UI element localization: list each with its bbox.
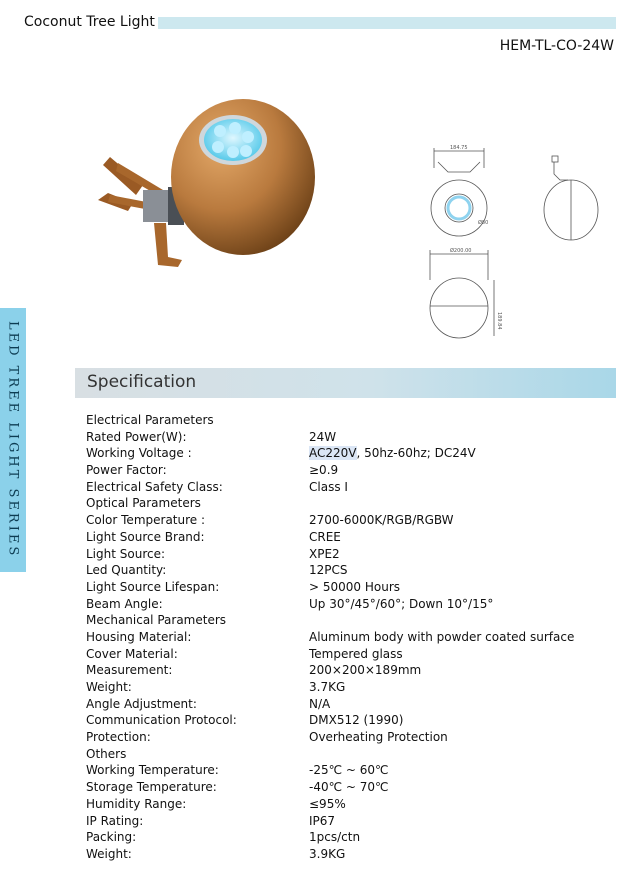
spec-label: Measurement:	[86, 663, 173, 678]
drawing-label-base-width: Ø200.00	[450, 248, 472, 254]
spec-row	[86, 579, 606, 596]
series-side-tab	[0, 308, 26, 572]
spec-value: 200×200×189mm	[309, 663, 422, 678]
spec-value: 12PCS	[309, 563, 348, 578]
spec-label: Mechanical Parameters	[86, 613, 227, 628]
spec-label: Packing:	[86, 830, 137, 845]
spec-value-text: , 50hz-60hz; DC24V	[356, 446, 476, 461]
spec-label: Storage Temperature:	[86, 780, 217, 795]
spec-row	[86, 813, 606, 830]
spec-row	[86, 462, 606, 479]
spec-value: 2700-6000K/RGB/RGBW	[309, 513, 454, 528]
spec-row	[86, 479, 606, 496]
spec-label: Light Source:	[86, 546, 166, 561]
spec-row	[86, 779, 606, 796]
spec-value: N/A	[309, 696, 331, 711]
spec-row	[86, 712, 606, 729]
spec-row	[86, 696, 606, 713]
spec-value: IP67	[309, 813, 336, 828]
drawing-label-diameter: Ø80	[478, 220, 489, 226]
spec-value: Class Ⅰ	[309, 479, 348, 494]
spec-row	[86, 846, 606, 863]
spec-label: Electrical Parameters	[86, 413, 214, 427]
spec-row	[86, 629, 606, 646]
spec-value: ≥0.9	[309, 463, 339, 478]
spec-value: 3.7KG	[309, 680, 346, 694]
spec-label: Color Temperature :	[86, 513, 206, 528]
spec-value: Tempered glass	[309, 646, 403, 661]
spec-row	[86, 646, 606, 663]
spec-value: > 50000 Hours	[309, 579, 401, 594]
spec-row	[86, 546, 606, 563]
spec-row	[86, 679, 606, 696]
spec-label: Electrical Safety Class:	[86, 479, 223, 494]
spec-label: Angle Adjustment:	[86, 696, 197, 711]
spec-row	[86, 662, 606, 679]
series-label: LED TREE LIGHT SERIES	[5, 321, 21, 559]
spec-label: Light Source Lifespan:	[86, 579, 220, 594]
spec-row	[86, 562, 606, 579]
spec-value: DMX512 (1990)	[309, 713, 404, 728]
specification-header	[75, 368, 616, 398]
spec-value-highlight: AC220V	[309, 446, 357, 461]
product-photo	[88, 95, 318, 275]
spec-row	[86, 429, 606, 446]
spec-row	[86, 412, 606, 429]
spec-label: Rated Power(W):	[86, 429, 187, 444]
spec-row	[86, 512, 606, 529]
spec-row	[86, 746, 606, 763]
title-accent-bar	[158, 17, 616, 29]
spec-value: 3.9KG	[309, 846, 346, 861]
spec-label: Working Voltage :	[86, 446, 192, 461]
spec-row	[86, 596, 606, 613]
spec-label: Beam Angle:	[86, 596, 163, 611]
spec-value: Aluminum body with powder coated surface	[309, 629, 575, 644]
spec-value: -40℃ ~ 70℃	[309, 780, 389, 795]
spec-row	[86, 445, 606, 462]
spec-label: Weight:	[86, 680, 132, 694]
spec-row	[86, 529, 606, 546]
spec-row	[86, 495, 606, 512]
spec-value: CREE	[309, 529, 341, 544]
spec-value: -25℃ ~ 60℃	[309, 763, 389, 778]
drawing-label-width: 184.75	[450, 145, 468, 151]
spec-label: Humidity Range:	[86, 796, 187, 811]
page-title: Coconut Tree Light	[24, 14, 155, 30]
spec-label: Led Quantity:	[86, 563, 167, 578]
spec-value	[309, 445, 476, 462]
spec-value: XPE2	[309, 546, 340, 561]
spec-label: Weight:	[86, 846, 132, 861]
spec-label: Communication Protocol:	[86, 713, 237, 728]
spec-label: Light Source Brand:	[86, 529, 205, 544]
spec-value: Up 30°/45°/60°; Down 10°/15°	[309, 596, 494, 611]
drawing-label-height: 189.84	[496, 312, 502, 330]
spec-table	[86, 412, 606, 863]
spec-value: ≤95%	[309, 796, 346, 811]
spec-value: 24W	[309, 429, 337, 444]
spec-row	[86, 796, 606, 813]
spec-label: IP Rating:	[86, 813, 144, 828]
spec-row	[86, 729, 606, 746]
spec-value: 1pcs/ctn	[309, 830, 361, 845]
spec-row	[86, 829, 606, 846]
spec-label: Power Factor:	[86, 463, 167, 478]
spec-label: Others	[86, 746, 127, 761]
spec-label: Cover Material:	[86, 646, 178, 661]
spec-label: Optical Parameters	[86, 496, 201, 511]
spec-label: Protection:	[86, 730, 151, 745]
spec-value: Overheating Protection	[309, 730, 448, 745]
model-number: HEM-TL-CO-24W	[499, 38, 614, 54]
spec-label: Housing Material:	[86, 629, 192, 644]
spec-label: Working Temperature:	[86, 763, 219, 778]
technical-drawings	[420, 140, 620, 350]
spec-row	[86, 762, 606, 779]
spec-row	[86, 612, 606, 629]
specification-title: Specification	[87, 372, 197, 392]
